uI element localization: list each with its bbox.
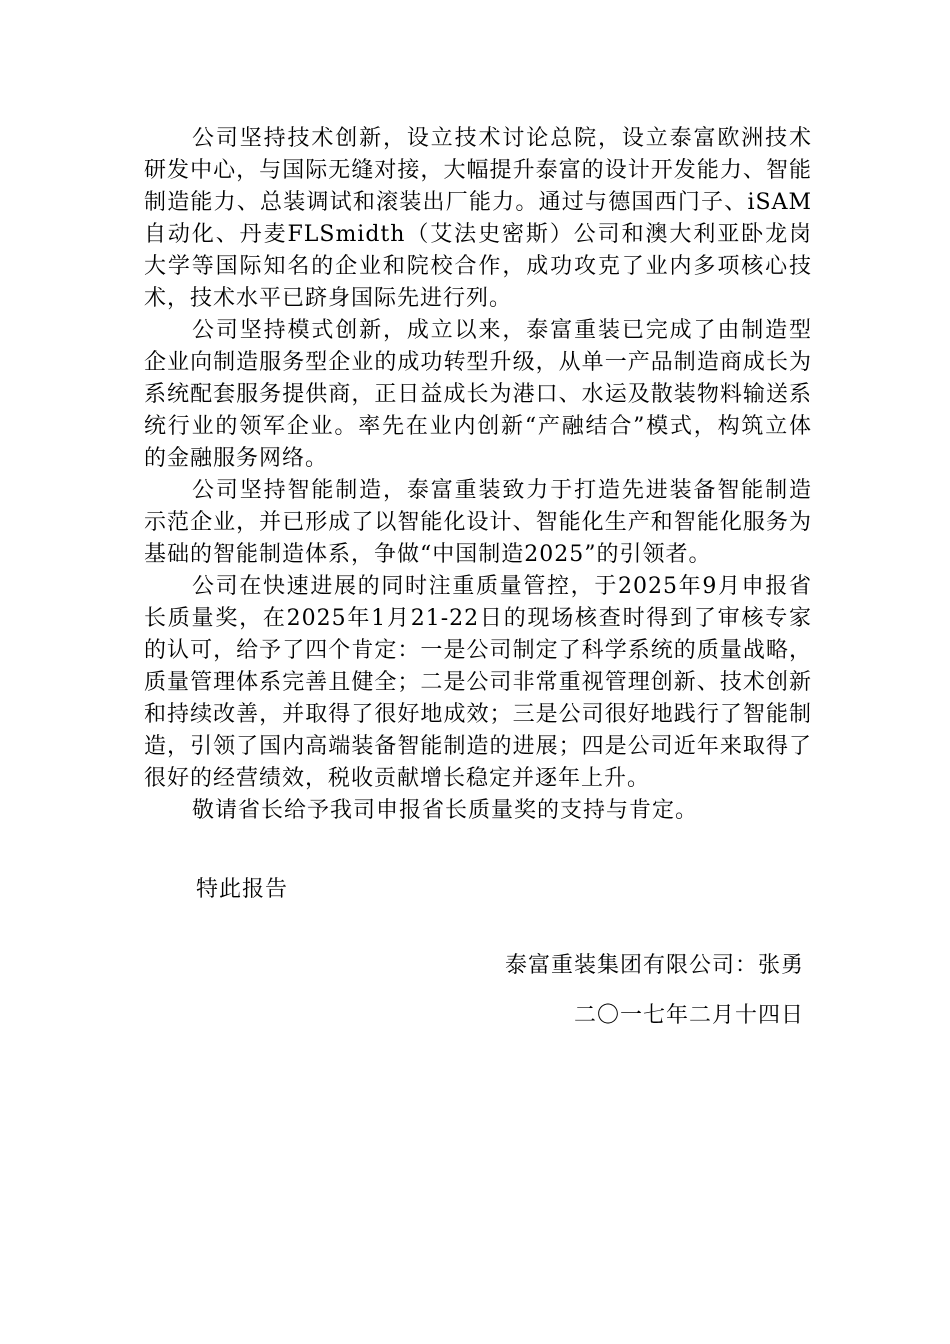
- paragraph-intelligent-manufacturing: 公司坚持智能制造，泰富重装致力于打造先进装备智能制造示范企业，并已形成了以智能化设计、智能化生产和智能化服务为基础的智能制造体系，争做“中国制造2025”的引领者。: [144, 478, 812, 567]
- paragraph-technology-innovation: 公司坚持技术创新，设立技术讨论总院，设立泰富欧洲技术研发中心，与国际无缝对接，大幅提升泰富的设计开发能力、智能制造能力、总装调试和滚装出厂能力。通过与德国西门子、iSAM自动化、丹麦FLSmidth（艾法史密斯）公司和澳大利亚卧龙岗大学等国际知名的企业和院校合作，成功攻克了业内多项核心技术，技术水平已跻身国际先进行列。: [144, 126, 812, 311]
- paragraph-model-innovation: 公司坚持模式创新，成立以来，泰富重装已完成了由制造型企业向制造服务型企业的成功转型升级，从单一产品制造商成长为系统配套服务提供商，正日益成长为港口、水运及散装物料输送系统行业的领军企业。率先在业内创新“产融结合”模式，构筑立体的金融服务网络。: [144, 318, 812, 471]
- signature-line: 泰富重装集团有限公司：张勇: [504, 953, 804, 978]
- paragraph-request: 敬请省长给予我司申报省长质量奖的支持与肯定。: [192, 798, 699, 823]
- document-date: 二〇一七年二月十四日: [573, 1003, 804, 1028]
- document-body: [144, 123, 812, 827]
- closing-remark: 特此报告: [196, 877, 289, 902]
- paragraph-quality-control: 公司在快速进展的同时注重质量管控，于2025年9月申报省长质量奖，在2025年1月21-22日的现场核查时得到了审核专家的认可，给予了四个肯定：一是公司制定了科学系统的质量战略，质量管理体系完善且健全；二是公司非常重视管理创新、技术创新和持续改善，并取得了很好地成效；三是公司很好地践行了智能制造，引领了国内高端装备智能制造的进展；四是公司近年来取得了很好的经营绩效，税收贡献增长稳定并逐年上升。: [144, 574, 812, 791]
